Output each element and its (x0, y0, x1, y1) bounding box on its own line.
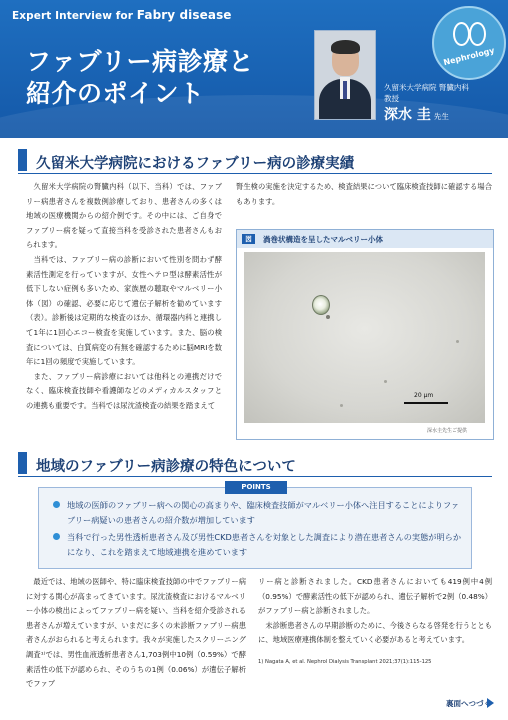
page-title (26, 46, 254, 110)
section1-rule (18, 173, 492, 174)
figure-header (237, 230, 493, 248)
point-item (53, 530, 463, 559)
bullet-icon (53, 501, 60, 508)
figure-credit: 深水圭先生ご提供 (427, 428, 468, 434)
page-header (0, 0, 508, 138)
point-text: 当科で行った男性透析患者さん及び男性CKD患者さんを対象とした調査により潜在患者さんの実態が明らかになり、これを踏まえて地域連携を進めています (67, 532, 462, 557)
section2-left-paragraph: 最近では、地域の医師や、特に臨床検査技師の中でファブリー病に対する関心が高まってきています。尿沈渣検査におけるマルベリー小体の検出によってファブリー病を疑い、当科を紹介受診される患者さんが増えていますが、いまだに多くの未診断ファブリー病患者さんがおられると考えられます。我々が実施したスクリーニング調査¹⁾では、男性血液透析患者さん1,703例中10例（0.59%）で酵素活性の低下が認められ、そのうちの1例（0.06%）が遺伝子解析でファブ (26, 577, 246, 689)
affiliation-line-2: 教授 (384, 94, 399, 103)
kidney-icon (453, 22, 470, 46)
doctor-affiliation (384, 82, 469, 104)
title-line-1: ファブリー病診療と (26, 47, 255, 76)
bullet-icon (53, 533, 60, 540)
paragraph: また、ファブリー病診療においては他科との連携だけでなく、臨床検査技師や看護師などのメディカルスタッフとの連携も重要です。当科では尿沈渣検査の結果を踏まえて (26, 371, 222, 410)
point-item (53, 498, 463, 527)
footnote: 1) Nagata A, et al. Nephrol Dialysis Transplant 2021;37(1):115-125 (258, 659, 432, 665)
micrograph-image (244, 252, 485, 423)
section2-rule (18, 476, 492, 477)
section1-right-paragraph: 腎生検の実施を決定するため、検査結果について臨床検査技師に確認する場合もあります。 (236, 182, 492, 206)
scale-bar (404, 402, 448, 404)
section1-title: 久留米大学病院におけるファブリー病の診療実績 (36, 156, 355, 172)
paragraph: 久留米大学病院の腎臓内科（以下、当科）では、ファブリー病患者さんを複数例診療しており、患者さんの多くは地域の医療機関からの紹介例です。その中には、ご自身でファブリー病を疑って直接当科を受診された患者さんもおられます。 (26, 182, 222, 250)
affiliation-line-1: 久留米大学病院 腎臓内科 (384, 83, 469, 92)
section1-marker (18, 149, 27, 171)
section2-title: 地域のファブリー病診療の特色について (36, 459, 296, 475)
scale-label: 20 μm (414, 392, 434, 399)
section2-marker (18, 452, 27, 474)
continue-link[interactable]: 裏面へつづく (446, 699, 491, 708)
title-line-2: 紹介のポイント (26, 79, 205, 108)
paragraph: 当科では、ファブリー病の診断において性別を問わず酵素活性測定を行っていますが、女性ヘテロ型は酵素活性が低下しない症例も多いため、家族歴の聴取やマルベリー小体（図）の確認、必要に応じて遺伝子解析を勧めています（表）。診断後は定期的な検査のほか、循環器内科と連携して1年に1回心エコー検査を実施しています。また、脳の検査については、白質病変の有無を確認するために脳MRIを数年に1回の頻度で実施しています。 (26, 254, 222, 367)
arrow-right-icon[interactable] (487, 698, 494, 708)
figure-box (236, 229, 494, 440)
section2-right-column (258, 575, 492, 648)
badge-text: Nephrology (442, 45, 496, 68)
figure-caption: 渦巻状構造を呈したマルベリー小体 (263, 235, 383, 244)
mulberry-body (312, 295, 330, 315)
doctor-name (384, 104, 449, 124)
series-prefix: Expert Interview for (12, 10, 137, 22)
doctor-honorific: 先生 (433, 112, 449, 121)
kidney-icon (469, 22, 486, 46)
series-disease: Fabry disease (136, 8, 232, 22)
point-text: 地域の医師のファブリー病への関心の高まりや、臨床検査技師がマルベリー小体へ注目することによりファブリー病疑いの患者さんの紹介数が増加しています (67, 500, 460, 525)
paragraph: 未診断患者さんの早期診断のために、今後さらなる啓発を行うとともに、地域医療連携体制を整えていく必要があると考えています。 (258, 620, 492, 645)
doctor-name-text: 深水 圭 (384, 107, 431, 123)
paragraph: リー病と診断されました。CKD患者さんにおいても419例中4例（0.95%）で酵素活性の低下が認められ、遺伝子解析で2例（0.48%）がファブリー病と診断されました。 (258, 577, 492, 616)
figure-tag: 図 (242, 234, 255, 244)
points-box (38, 483, 472, 569)
series-label (12, 8, 232, 22)
doctor-photo (314, 30, 376, 120)
points-label: POINTS (225, 481, 287, 494)
nephrology-badge (432, 6, 506, 80)
section1-left-column (26, 180, 222, 414)
